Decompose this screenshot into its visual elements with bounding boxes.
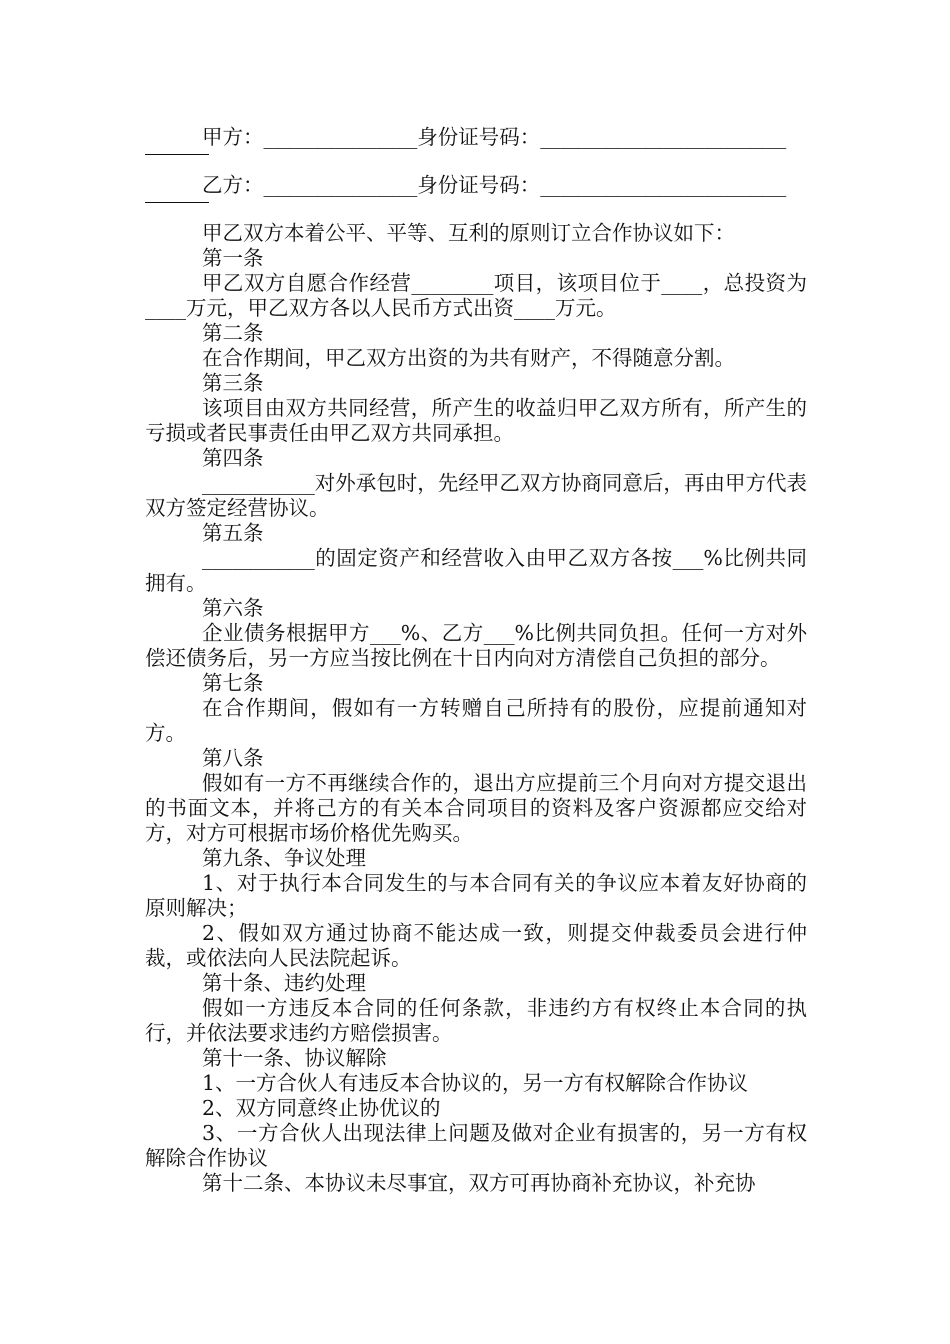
party-a-underline-tail [145,154,807,173]
article-8-heading: 第八条 [202,746,264,770]
article-9-item-1: 1、对于执行本合同发生的与本合同有关的争议应本着友好协商的原则解决； [145,871,807,920]
article-6-text: 企业债务根据甲方___%、乙方___%比例共同负担。任何一方对外偿还债务后，另一方应当按比例在十日内向对方清偿自己负担的部分。 [145,621,807,670]
article-11-item-2: 2、双方同意终止协优议的 [202,1096,441,1120]
article-11-item-1: 1、一方合伙人有违反本合协议的，另一方有权解除合作协议 [202,1071,749,1095]
article-1-heading: 第一条 [202,246,264,270]
article-3-heading: 第三条 [202,371,264,395]
article-12-text: 第十二条、本协议未尽事宜，双方可再协商补充协议，补充协 [202,1171,756,1195]
party-b-line [145,173,807,202]
article-2-text: 在合作期间，甲乙双方出资的为共有财产，不得随意分割。 [202,346,735,370]
party-b-label: 乙方：_______________身份证号码：________________________ [202,173,787,197]
article-9-heading: 第九条、争议处理 [202,846,366,870]
article-8-text: 假如有一方不再继续合作的，退出方应提前三个月向对方提交退出的书面文本，并将己方的有关本合同项目的资料及客户资源都应交给对方，对方可根据市场价格优先购买。 [145,771,807,845]
article-3-text: 该项目由双方共同经营，所产生的收益归甲乙双方所有，所产生的亏损或者民事责任由甲乙双方共同承担。 [145,396,807,445]
article-7-text: 在合作期间，假如有一方转赠自己所持有的股份，应提前通知对方。 [145,696,807,745]
article-11-heading: 第十一条、协议解除 [202,1046,387,1070]
party-b-underline-tail [145,202,807,221]
article-10-text: 假如一方违反本合同的任何条款，非违约方有权终止本合同的执行，并依法要求违约方赔偿损害。 [145,996,807,1045]
article-5-text: ___________的固定资产和经营收入由甲乙双方各按___%比例共同拥有。 [145,546,807,595]
article-5-heading: 第五条 [202,521,264,545]
intro-paragraph: 甲乙双方本着公平、平等、互利的原则订立合作协议如下： [202,221,735,245]
article-4-heading: 第四条 [202,446,264,470]
article-7-heading: 第七条 [202,671,264,695]
article-6-heading: 第六条 [202,596,264,620]
article-10-heading: 第十条、违约处理 [202,971,366,995]
article-4-text: ___________对外承包时，先经甲乙双方协商同意后，再由甲方代表双方签定经营协议。 [145,471,807,520]
party-a-line [145,125,807,154]
article-9-item-2: 2、假如双方通过协商不能达成一致，则提交仲裁委员会进行仲裁，或依法向人民法院起诉。 [145,921,807,970]
contract-body [145,125,807,1196]
party-a-label: 甲方：_______________身份证号码：________________________ [202,125,787,149]
article-2-heading: 第二条 [202,321,264,345]
article-1-text: 甲乙双方自愿合作经营________项目，该项目位于____，总投资为____万元，甲乙双方各以人民币方式出资____万元。 [145,271,807,320]
article-11-item-3: 3、一方合伙人出现法律上问题及做对企业有损害的，另一方有权解除合作协议 [145,1121,807,1170]
